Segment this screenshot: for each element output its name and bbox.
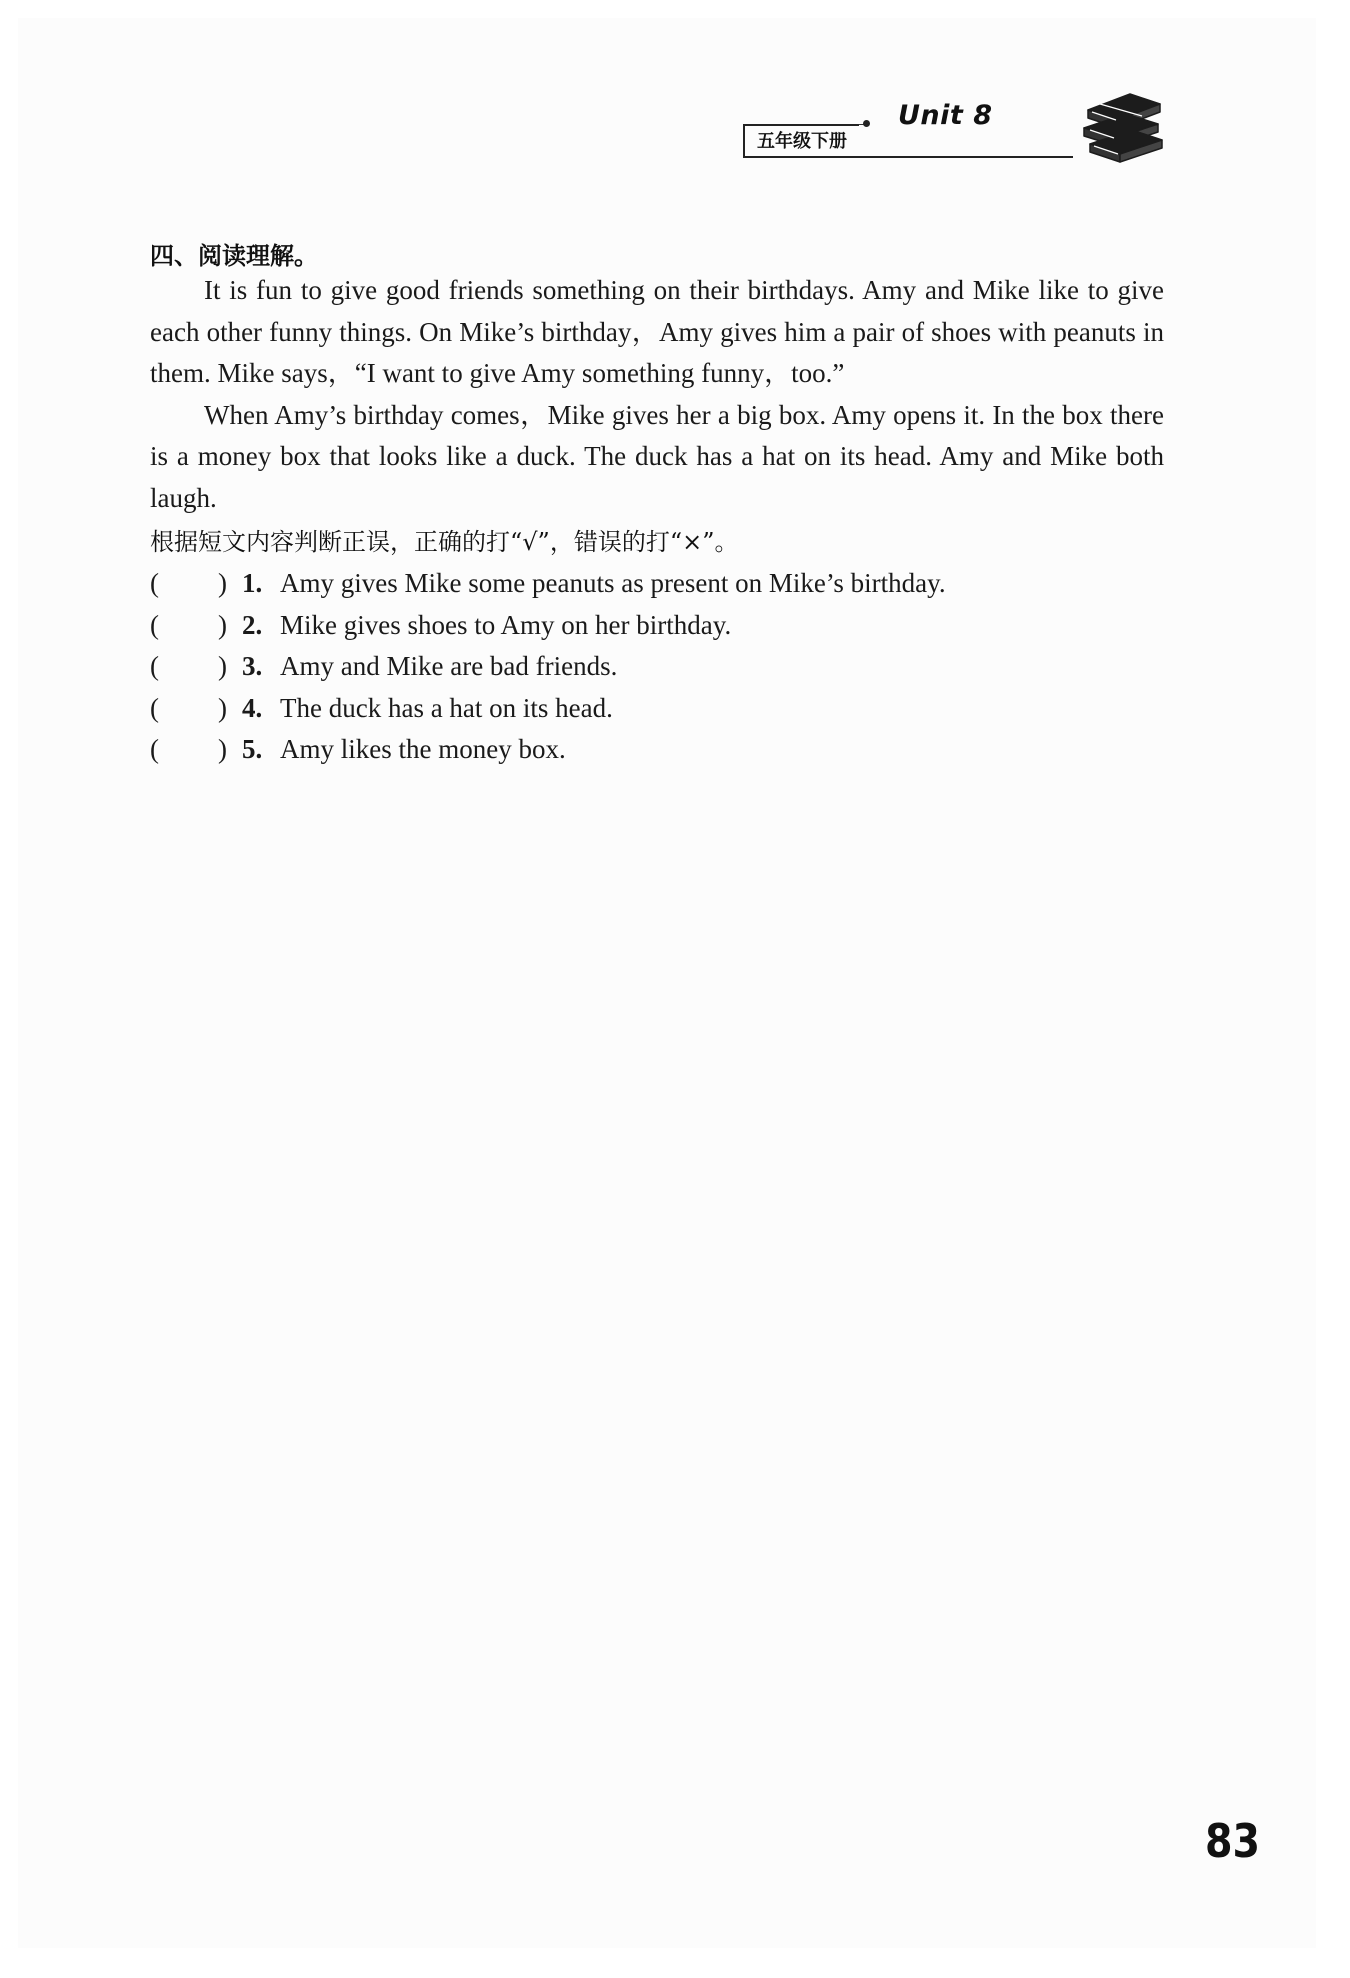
question-number: 5. (242, 734, 263, 764)
question-text: Amy likes the money box. (280, 734, 566, 764)
question-number: 3. (242, 651, 263, 681)
passage-paragraph: It is fun to give good friends something on their birthdays. Amy and Mike like to give each other funny things. On Mike’s birthday，Amy gives him a pair of shoes with peanuts in them. Mike says，“I want to give Amy something funny，too.” (150, 275, 1164, 388)
page-header (0, 0, 1350, 180)
question-text: Amy and Mike are bad friends. (280, 651, 618, 681)
answer-blank-close: ) (218, 651, 227, 681)
question-item (150, 605, 1150, 647)
answer-blank-open: ( (150, 651, 159, 681)
question-text: Amy gives Mike some peanuts as present on Mike’s birthday. (280, 568, 946, 598)
question-text: The duck has a hat on its head. (280, 692, 613, 723)
section-title: 四、阅读理解。 (150, 242, 318, 270)
instruction-text: 根据短文内容判断正误，正确的打“√”，错误的打“×”。 (150, 528, 739, 556)
question-list (150, 563, 1150, 771)
question-item (150, 563, 1150, 605)
answer-blank-open: ( (150, 692, 159, 723)
answer-blank-close: ) (218, 609, 227, 640)
question-number: 4. (242, 692, 263, 723)
question-item (150, 688, 1150, 730)
answer-blank-close: ) (218, 692, 227, 723)
page-number: 83 (1205, 1814, 1261, 1868)
answer-blank-close: ) (218, 734, 227, 764)
header-dot (863, 120, 870, 127)
books-stack-icon (1080, 88, 1166, 164)
passage-paragraph: When Amy’s birthday comes，Mike gives her a big box. Amy opens it. In the box there is a money box that looks like a duck. The duck has a hat on its head. Amy and Mike both laugh. (150, 399, 1164, 513)
answer-blank-open: ( (150, 609, 159, 640)
question-number: 1. (242, 568, 263, 598)
answer-blank-open: ( (150, 568, 159, 598)
reading-passage (150, 270, 1164, 519)
unit-title: Unit 8 (898, 100, 993, 131)
question-item (150, 729, 1150, 771)
question-number: 2. (242, 609, 263, 640)
question-item (150, 646, 1150, 688)
grade-label: 五年级下册 (743, 124, 859, 156)
header-rule (743, 156, 1073, 158)
question-text: Mike gives shoes to Amy on her birthday. (280, 609, 732, 640)
answer-blank-open: ( (150, 734, 159, 764)
answer-blank-close: ) (218, 568, 227, 598)
